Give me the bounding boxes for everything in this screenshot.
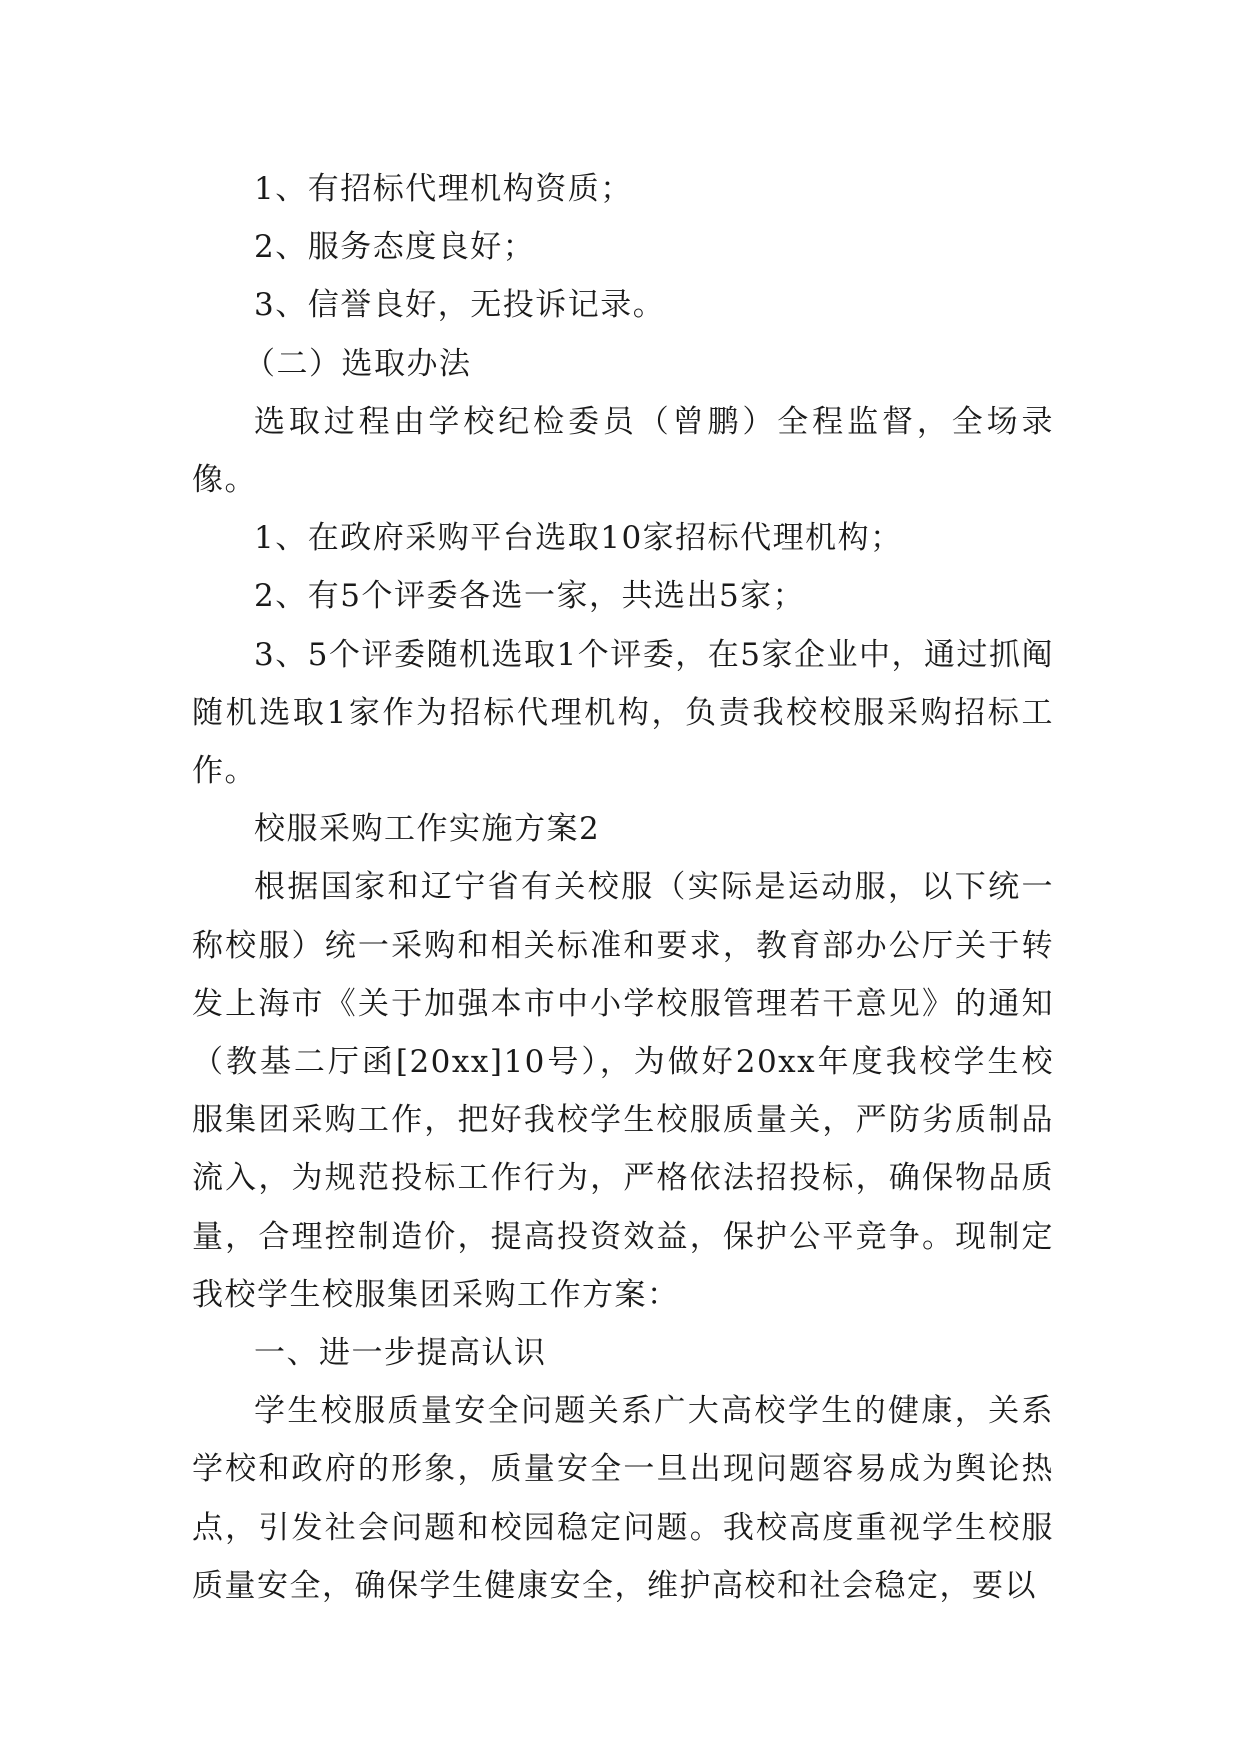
paragraph-selection-step-3: 3、5个评委随机选取1个评委，在5家企业中，通过抓阄随机选取1家作为招标代理机构，负责我校校服采购招标工作。 xyxy=(192,636,1054,790)
paragraph-plan-background: 根据国家和辽宁省有关校服（实际是运动服，以下统一称校服）统一采购和相关标准和要求，教育部办公厅关于转发上海市《关于加强本市中小学校服管理若干意见》的通知（教基二厅函[20xx]10号），为做好20xx年度我校学生校服集团采购工作，把好我校学生校服质量关，严防劣质制品流入，为规范投标工作行为，严格依法招投标，确保物品质量，合理控制造价，提高投资效益，保护公平竞争。现制定我校学生校服集团采购工作方案： xyxy=(192,869,1054,1313)
section-heading-awareness: 一、进一步提高认识 xyxy=(254,1335,547,1372)
paragraph-selection-supervision: 选取过程由学校纪检委员（曾鹏）全程监督，全场录像。 xyxy=(192,403,1054,499)
paragraph-quality-safety: 学生校服质量安全问题关系广大高校学生的健康，关系学校和政府的形象，质量安全一旦出现问题容易成为舆论热点，引发社会问题和校园稳定问题。我校高度重视学生校服质量安全，确保学生健康安全，维护高校和社会稳定，要以 xyxy=(192,1393,1054,1604)
paragraph-selection-step-2: 2、有5个评委各选一家，共选出5家； xyxy=(254,578,806,615)
paragraph-requirement-2: 2、服务态度良好； xyxy=(254,229,536,266)
paragraph-selection-step-1: 1、在政府采购平台选取10家招标代理机构； xyxy=(254,520,903,557)
section-title-plan-2: 校服采购工作实施方案2 xyxy=(254,811,601,848)
section-heading-selection-method: （二）选取办法 xyxy=(244,345,472,382)
paragraph-requirement-1: 1、有招标代理机构资质； xyxy=(254,171,633,207)
paragraph-requirement-3: 3、信誉良好，无投诉记录。 xyxy=(254,287,666,324)
document-body xyxy=(192,160,1054,1615)
